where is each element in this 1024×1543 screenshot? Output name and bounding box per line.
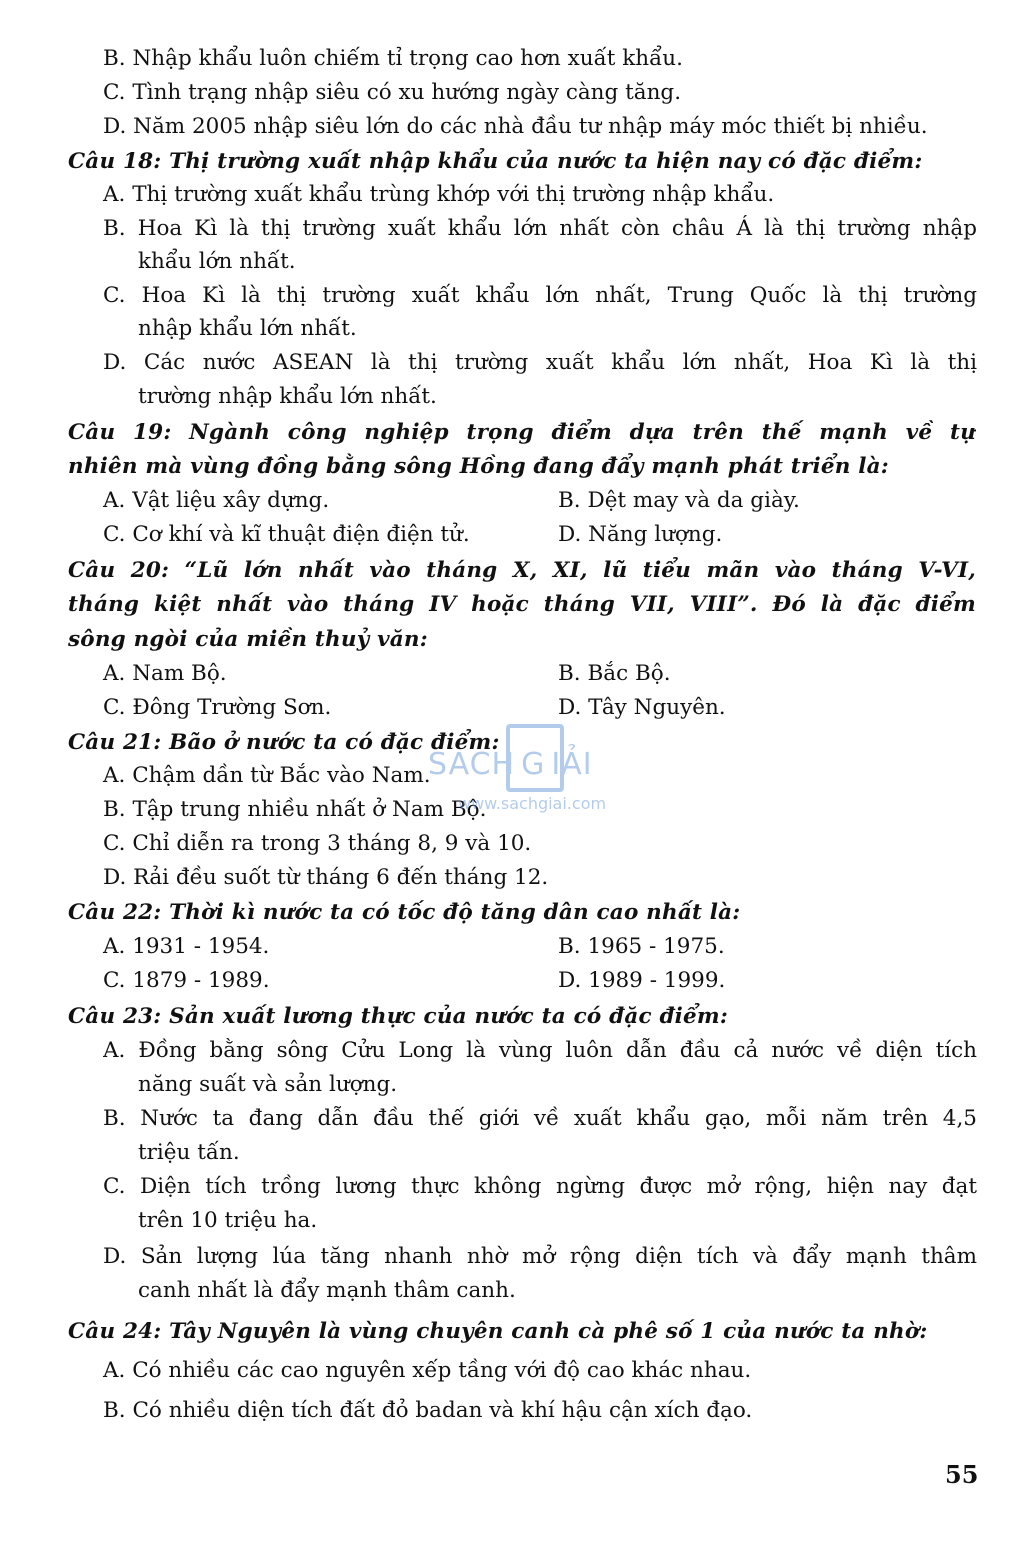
q23-option-b: B. Nước ta đang dẫn đầu thế giới về xuất khẩu gạo, mỗi năm trên 4,5 — [103, 1106, 977, 1131]
q22-option-c: C. 1879 - 1989. — [103, 968, 270, 993]
question-21: Câu 21: Bão ở nước ta có đặc điểm: — [68, 730, 500, 755]
q21-option-c: C. Chỉ diễn ra trong 3 tháng 8, 9 và 10. — [103, 831, 532, 856]
question-20-cont: tháng kiệt nhất vào tháng IV hoặc tháng VII, VIII”. Đó là đặc điểm — [68, 592, 976, 617]
q20-option-d: D. Tây Nguyên. — [558, 695, 726, 720]
page-number: 55 — [945, 1460, 979, 1489]
question-20-cont2: sông ngòi của miền thuỷ văn: — [68, 627, 428, 652]
q23-option-c-cont: trên 10 triệu ha. — [138, 1208, 318, 1233]
question-22: Câu 22: Thời kì nước ta có tốc độ tăng dân cao nhất là: — [68, 900, 741, 925]
q21-option-d: D. Rải đều suốt từ tháng 6 đến tháng 12. — [103, 865, 549, 890]
q23-option-c: C. Diện tích trồng lương thực không ngừng được mở rộng, hiện nay đạt — [103, 1174, 977, 1199]
watermark-brand: SACH G IẢI — [428, 747, 593, 782]
q24-option-b: B. Có nhiều diện tích đất đỏ badan và khí hậu cận xích đạo. — [103, 1398, 753, 1423]
watermark-site: www.sachgiai.com — [458, 794, 607, 813]
q21-option-b: B. Tập trung nhiều nhất ở Nam Bộ. — [103, 797, 487, 822]
q23-option-a: A. Đồng bằng sông Cửu Long là vùng luôn dẫn đầu cả nước về diện tích — [103, 1038, 977, 1063]
q23-option-d-cont: canh nhất là đẩy mạnh thâm canh. — [138, 1278, 516, 1303]
q22-option-b: B. 1965 - 1975. — [558, 934, 725, 959]
question-24: Câu 24: Tây Nguyên là vùng chuyên canh cà phê số 1 của nước ta nhờ: — [68, 1319, 928, 1344]
q19-option-c: C. Cơ khí và kĩ thuật điện điện tử. — [103, 522, 470, 547]
q18-option-a: A. Thị trường xuất khẩu trùng khớp với thị trường nhập khẩu. — [103, 182, 775, 207]
q23-option-d: D. Sản lượng lúa tăng nhanh nhờ mở rộng diện tích và đẩy mạnh thâm — [103, 1244, 977, 1269]
q18-option-d: D. Các nước ASEAN là thị trường xuất khẩu lớn nhất, Hoa Kì là thị — [103, 350, 977, 375]
q21-option-a: A. Chậm dần từ Bắc vào Nam. — [103, 763, 431, 788]
question-18: Câu 18: Thị trường xuất nhập khẩu của nước ta hiện nay có đặc điểm: — [68, 149, 923, 174]
option-c-prev: C. Tình trạng nhập siêu có xu hướng ngày càng tăng. — [103, 80, 682, 105]
q20-option-a: A. Nam Bộ. — [103, 661, 227, 686]
q19-option-a: A. Vật liệu xây dựng. — [103, 488, 330, 513]
q18-option-d-cont: trường nhập khẩu lớn nhất. — [138, 384, 437, 409]
q19-option-b: B. Dệt may và da giày. — [558, 488, 800, 513]
q18-option-c: C. Hoa Kì là thị trường xuất khẩu lớn nhất, Trung Quốc là thị trường — [103, 283, 977, 308]
q20-option-b: B. Bắc Bộ. — [558, 661, 671, 686]
q23-option-b-cont: triệu tấn. — [138, 1140, 240, 1165]
q18-option-b-cont: khẩu lớn nhất. — [138, 249, 296, 274]
q18-option-b: B. Hoa Kì là thị trường xuất khẩu lớn nhất còn châu Á là thị trường nhập — [103, 216, 977, 241]
q19-option-d: D. Năng lượng. — [558, 522, 723, 547]
option-d-prev: D. Năm 2005 nhập siêu lớn do các nhà đầu tư nhập máy móc thiết bị nhiều. — [103, 114, 928, 139]
q24-option-a: A. Có nhiều các cao nguyên xếp tầng với độ cao khác nhau. — [103, 1358, 752, 1383]
option-b-prev: B. Nhập khẩu luôn chiếm tỉ trọng cao hơn xuất khẩu. — [103, 46, 683, 71]
question-20: Câu 20: “Lũ lớn nhất vào tháng X, XI, lũ tiểu mãn vào tháng V-VI, — [68, 558, 976, 583]
question-19-cont: nhiên mà vùng đồng bằng sông Hồng đang đẩy mạnh phát triển là: — [68, 454, 889, 479]
q20-option-c: C. Đông Trường Sơn. — [103, 695, 332, 720]
q22-option-a: A. 1931 - 1954. — [103, 934, 270, 959]
question-19: Câu 19: Ngành công nghiệp trọng điểm dựa trên thế mạnh về tự — [68, 420, 976, 445]
question-23: Câu 23: Sản xuất lương thực của nước ta có đặc điểm: — [68, 1004, 729, 1029]
q23-option-a-cont: năng suất và sản lượng. — [138, 1072, 398, 1097]
q18-option-c-cont: nhập khẩu lớn nhất. — [138, 316, 357, 341]
q22-option-d: D. 1989 - 1999. — [558, 968, 726, 993]
